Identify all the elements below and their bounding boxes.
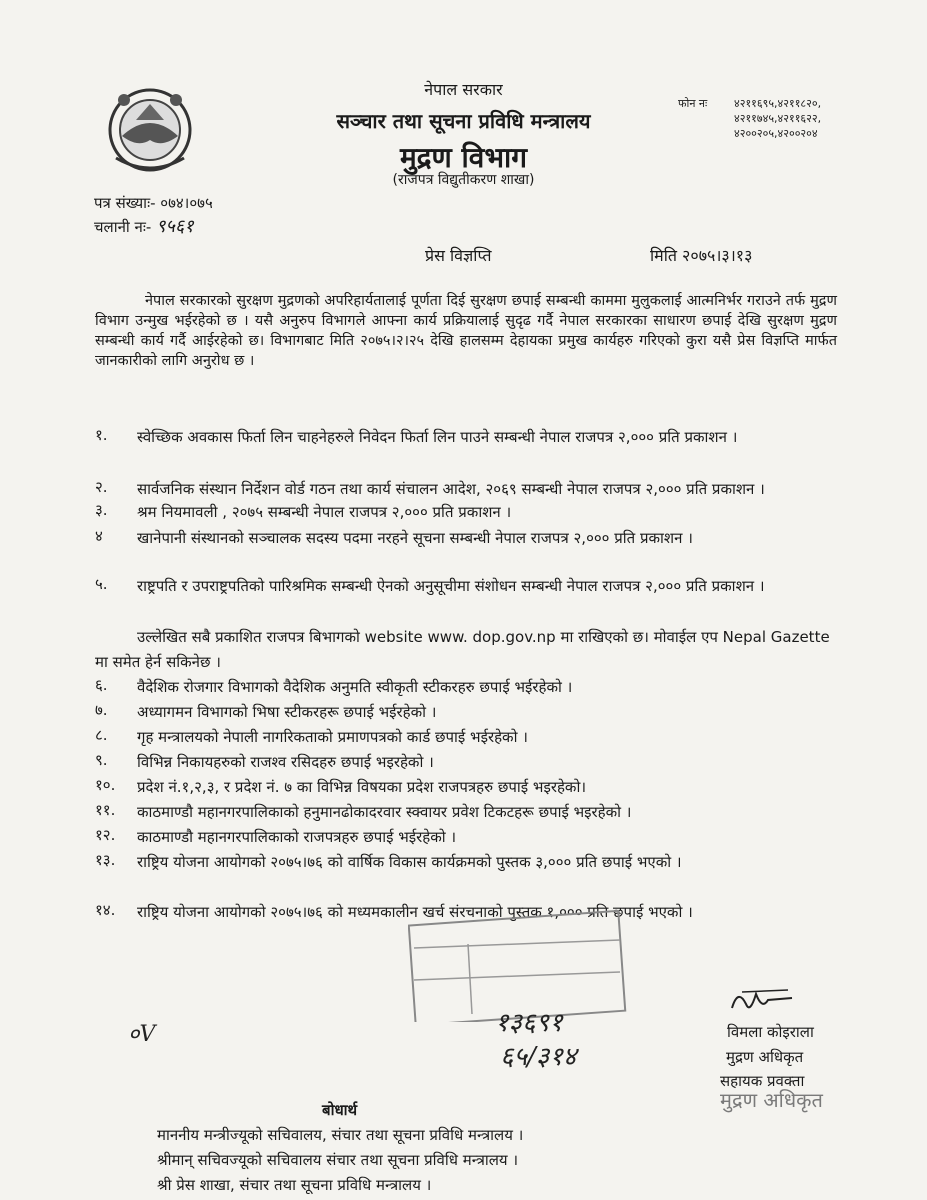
notice-date: मिति २०७५।३।१३	[650, 246, 753, 265]
intro-paragraph: नेपाल सरकारको सुरक्षण मुद्रणको अपरिहार्यतालाई पूर्णता दिई सुरक्षण छपाई सम्बन्धी काममा मुलुकलाई आत्मनिर्भर गराउने तर्फ मुद्रण विभाग उन्मुख भईरहेको छ । यसै अनुरुप विभागले आफ्ना कार्य प्रक्रियालाई सुदृढ गर्दै नेपाल सरकारका साधारण छपाई देखि सुरक्षण मुद्रण सम्बन्धी कार्य गर्दै आईरहेको छ। विभागबाट मिति २०७५।२।२५ देखि हालसम्म देहायका प्रमुख कार्यहरु गरिएको कुरा यसै प्रेस विज्ञप्ति मार्फत जानकारीको लागि अनुरोध छ ।	[95, 293, 837, 369]
item-number: ४	[95, 527, 103, 545]
letter-number: पत्र संख्याः- ०७४।०७५	[94, 194, 213, 212]
item-text: प्रदेश नं.१,२,३, र प्रदेश नं. ७ का विभिन्न विषयका प्रदेश राजपत्रहरु छपाई भइरहेको।	[137, 778, 587, 796]
item-text: श्रम नियमावली , २०७५ सम्बन्धी नेपाल राजपत्र २,००० प्रति प्रकाशन ।	[137, 503, 512, 521]
item-number: ३.	[95, 501, 108, 519]
item-number: ६.	[95, 676, 108, 694]
cc-title: बोधार्थ	[322, 1101, 358, 1119]
handwritten-number-2: ६५/३१४	[500, 1042, 577, 1072]
item-number: ११.	[95, 801, 116, 819]
cc-line: श्रीमान् सचिवज्यूको सचिवालय संचार तथा सूचना प्रविधि मन्त्रालय ।	[157, 1151, 519, 1169]
margin-mark: ०V	[128, 1022, 156, 1047]
item-text: गृह मन्त्रालयको नेपाली नागरिकताको प्रमाणपत्रको कार्ड छपाई भईरहेको ।	[137, 728, 528, 746]
phone-numbers	[734, 96, 844, 141]
item-number: १०.	[95, 776, 116, 794]
item-number: २.	[95, 478, 108, 496]
government-name: नेपाल सरकार	[424, 80, 503, 99]
item-text: स्वेच्छिक अवकास फिर्ता लिन चाहनेहरुले निवेदन फिर्ता लिन पाउने सम्बन्धी नेपाल राजपत्र २,००० प्रति प्रकाशन ।	[137, 428, 738, 446]
item-number: १.	[95, 426, 108, 444]
item-text: काठमाण्डौ महानगरपालिकाको हनुमानढोकादरवार स्क्वायर प्रवेश टिकटहरू छपाई भइरहेको ।	[137, 803, 632, 821]
item-text: काठमाण्डौ महानगरपालिकाको राजपत्रहरु छपाई भईरहेको ।	[137, 828, 457, 846]
officer-stamp: मुद्रण अधिकृत	[720, 1088, 823, 1112]
item-number: १३.	[95, 851, 116, 869]
item-text: राष्ट्रिय योजना आयोगको २०७५।७६ को वार्षिक विकास कार्यक्रमको पुस्तक ३,००० प्रति छपाई भएको ।	[137, 853, 682, 871]
handwritten-number-1: १३६९१	[495, 1008, 563, 1038]
cc-line: माननीय मन्त्रीज्यूको सचिवालय, संचार तथा सूचना प्रविधि मन्त्रालय ।	[157, 1126, 524, 1144]
signatory-post: मुद्रण अधिकृत	[726, 1048, 804, 1066]
item-text: राष्ट्रिय योजना आयोगको २०७५।७६ को मध्यमकालीन खर्च संरचनाको पुस्तक १,००० प्रति छपाई भएको ।	[137, 903, 693, 921]
dispatch-number-label: चलानी नः-	[94, 218, 152, 236]
item-text: सार्वजनिक संस्थान निर्देशन वोर्ड गठन तथा कार्य संचालन आदेश, २०६९ सम्बन्धी नेपाल राजपत्र २,००० प्रति प्रकाशन ।	[137, 480, 765, 498]
item-text: राष्ट्रपति र उपराष्ट्रपतिको पारिश्रमिक सम्बन्धी ऐनको अनुसूचीमा संशोधन सम्बन्धी नेपाल राजपत्र २,००० प्रति प्रकाशन ।	[137, 577, 765, 595]
notice-title: प्रेस विज्ञप्ति	[425, 246, 492, 265]
item-number: ७.	[95, 701, 108, 719]
dispatch-number-value: ९५६१	[156, 216, 194, 237]
item-number: ९.	[95, 751, 108, 769]
signature-mark	[728, 984, 798, 1022]
item-number: १४.	[95, 901, 116, 919]
phone-label: फोन नः	[678, 97, 708, 110]
item-text: खानेपानी संस्थानको सञ्चालक सदस्य पदमा नरहने सूचना सम्बन्धी नेपाल राजपत्र २,००० प्रति प्रकाशन ।	[137, 529, 693, 547]
item-number: १२.	[95, 826, 116, 844]
item-number: ५.	[95, 575, 108, 593]
dispatch-number	[94, 214, 194, 238]
signatory-role: सहायक प्रवक्ता	[720, 1072, 805, 1090]
branch-name: (राजपत्र विद्युतीकरण शाखा)	[392, 172, 535, 188]
ministry-name: सञ्चार तथा सूचना प्रविधि मन्त्रालय	[336, 109, 591, 133]
item-text: अध्यागमन विभागको भिषा स्टीकरहरू छपाई भईरहेको ।	[137, 703, 437, 721]
cc-line: श्री प्रेस शाखा, संचार तथा सूचना प्रविधि मन्त्रालय ।	[157, 1176, 432, 1194]
item-number: ८.	[95, 726, 108, 744]
department-name: मुद्रण विभाग	[399, 141, 528, 174]
phone-line: ४२११७४५,४२११६२२,	[734, 112, 822, 125]
item-text: वैदेशिक रोजगार विभागको वैदेशिक अनुमति स्वीकृती स्टीकरहरु छपाई भईरहेको ।	[137, 678, 573, 696]
phone-line: ४२११६९५,४२११८२०,	[734, 97, 822, 110]
item-text: विभिन्न निकायहरुको राजश्व रसिदहरु छपाई भइरहेको ।	[137, 753, 434, 771]
signatory-name: विमला कोइराला	[727, 1023, 814, 1041]
website-note: उल्लेखित सबै प्रकाशित राजपत्र बिभागको website www. dop.gov.np मा राखिएको छ। मोवाईल एप Nepal Gazette मा समेत हेर्न सकिनेछ ।	[95, 628, 830, 671]
phone-line: ४२००२०५,४२००२०४	[734, 127, 818, 140]
